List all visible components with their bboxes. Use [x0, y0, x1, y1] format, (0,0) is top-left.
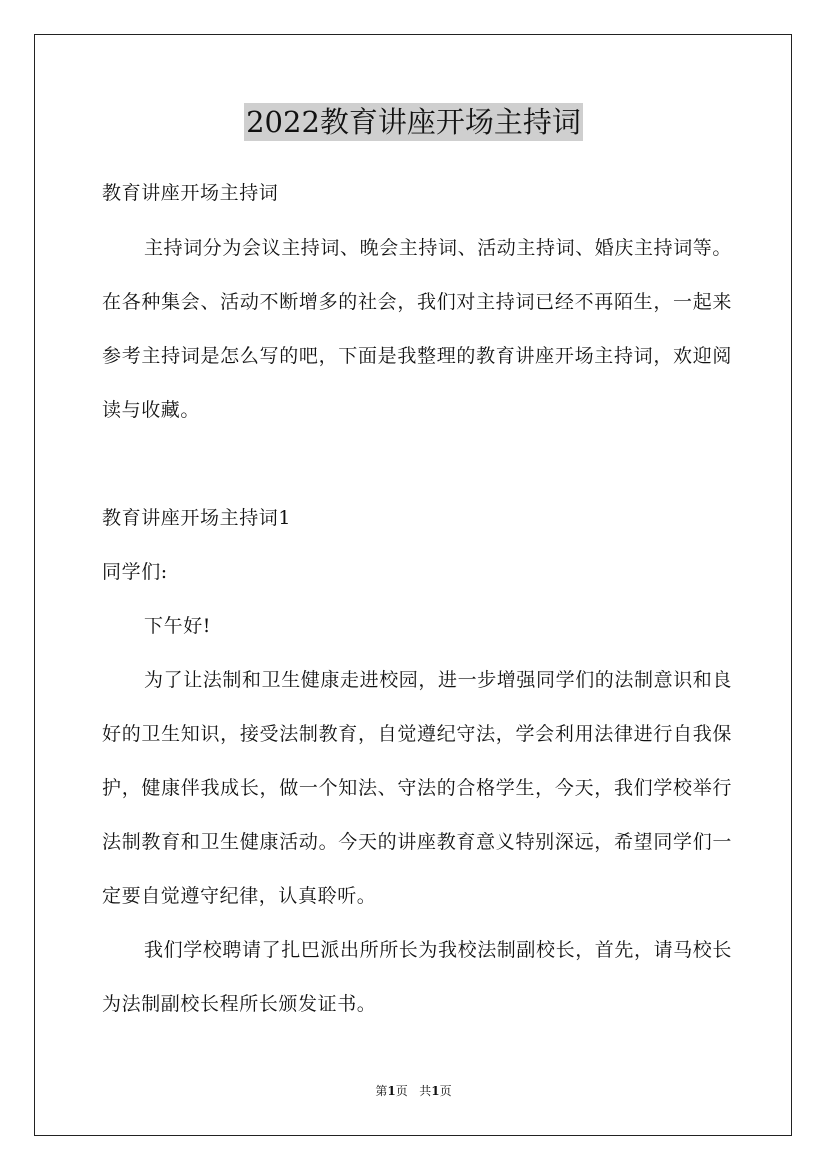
- page-footer: [0, 1083, 827, 1099]
- greeting: 下午好!: [144, 615, 212, 637]
- page-number: 1: [387, 1084, 396, 1098]
- total-suffix: 页: [439, 1084, 452, 1098]
- salutation: 同学们:: [102, 561, 168, 583]
- body-paragraph-2: 我们学校聘请了扎巴派出所所长为我校法制副校长，首先，请马校长为法制副校长程所长颁发证书。: [102, 939, 733, 1015]
- intro-paragraph: 主持词分为会议主持词、晚会主持词、活动主持词、婚庆主持词等。在各种集会、活动不断增多的社会，我们对主持词已经不再陌生，一起来参考主持词是怎么写的吧，下面是我整理的教育讲座开场主持词，欢迎阅读与收藏。: [102, 237, 733, 421]
- document-title: 2022教育讲座开场主持词: [246, 105, 581, 139]
- body-paragraph-1: 为了让法制和卫生健康走进校园，进一步增强同学们的法制意识和良好的卫生知识，接受法制教育，自觉遵纪守法，学会利用法律进行自我保护，健康伴我成长，做一个知法、守法的合格学生，今天，我们学校举行法制教育和卫生健康活动。今天的讲座教育意义特别深远，希望同学们一定要自觉遵守纪律，认真聆听。: [102, 669, 733, 907]
- title-container: [0, 103, 827, 141]
- page-prefix: 第: [375, 1084, 388, 1098]
- total-pages: 1: [431, 1084, 440, 1098]
- page-suffix: 页: [395, 1084, 408, 1098]
- document-subtitle: 教育讲座开场主持词: [102, 182, 279, 204]
- total-prefix: 共: [419, 1084, 432, 1098]
- section-heading: 教育讲座开场主持词1: [102, 507, 292, 529]
